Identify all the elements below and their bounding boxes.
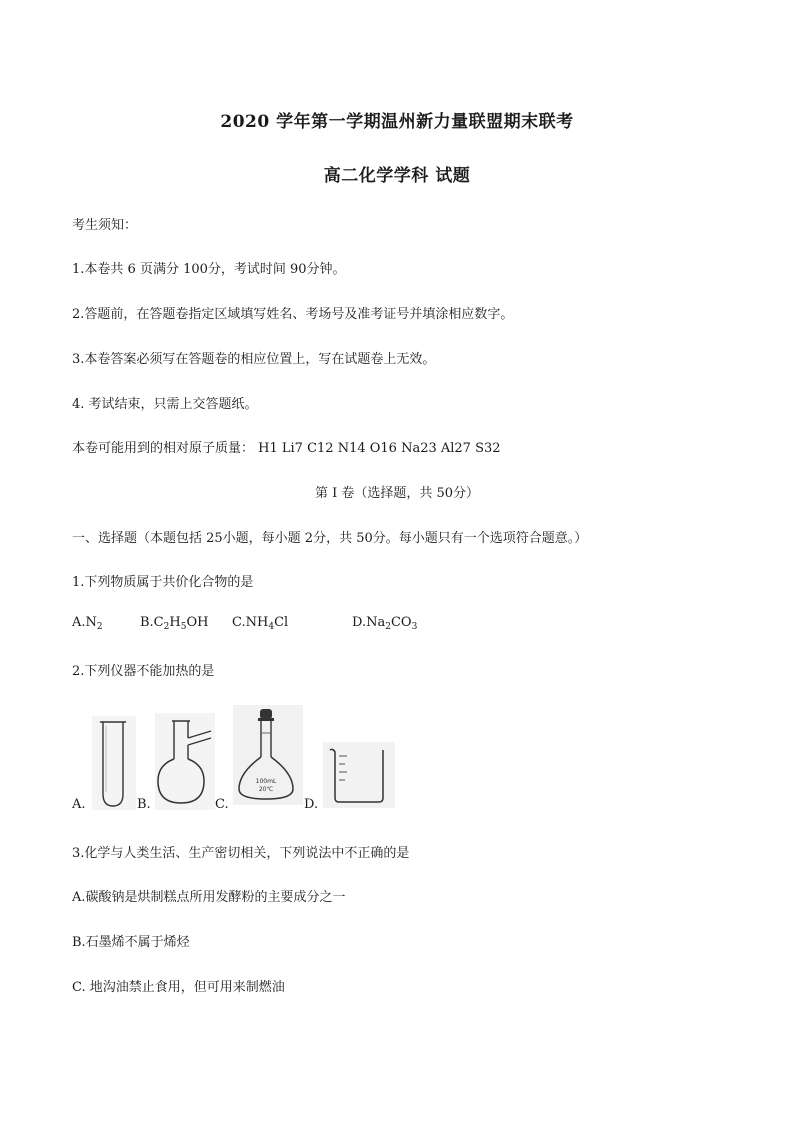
test-tube-image (92, 716, 136, 810)
option-b-label: B. (137, 797, 151, 812)
atomic-masses: 本卷可能用到的相对原子质量： H1 Li7 C12 N14 O16 Na23 Al27 S32 (72, 441, 501, 456)
beaker-image (323, 742, 395, 808)
distillation-flask-image (155, 713, 215, 810)
exam-title: 2020 学年第一学期温州新力量联盟期末联考 (220, 112, 574, 132)
flask-capacity-text: 100mL (255, 778, 277, 785)
notice-item: 3.本卷答案必须写在答题卷的相应位置上，写在试题卷上无效。 (72, 352, 436, 367)
question-3-option-a: A.碳酸钠是烘制糕点所用发酵粉的主要成分之一 (72, 890, 346, 905)
flask-temp-text: 20℃ (258, 786, 274, 793)
option-d-label: D. (304, 797, 319, 812)
question-1-stem: 1.下列物质属于共价化合物的是 (72, 575, 254, 590)
notice-item: 4. 考试结束，只需上交答题纸。 (72, 397, 258, 412)
question-3-stem: 3.化学与人类生活、生产密切相关，下列说法中不正确的是 (72, 846, 410, 861)
option-c: $C.NH_4Cl$ (232, 615, 289, 632)
notice-item: 1.本卷共 6 页满分 100分，考试时间 90分钟。 (72, 262, 346, 277)
option-c-label: C. (215, 797, 229, 812)
option-b: $B.C_2H_5OH$ (140, 615, 209, 632)
exam-subtitle: 高二化学学科 试题 (323, 166, 471, 186)
section-instruction: 一、选择题（本题包括 25小题，每小题 2分，共 50分。每小题只有一个选项符合题意。） (72, 531, 588, 546)
option-d: $D.Na_2CO_3$ (352, 615, 418, 632)
question-3-option-b: B.石墨烯不属于烯烃 (72, 935, 190, 950)
question-2-stem: 2.下列仪器不能加热的是 (72, 664, 215, 679)
volumetric-flask-image (233, 705, 303, 805)
option-a-label: A. (72, 797, 86, 812)
notice-item: 2.答题前，在答题卷指定区域填写姓名、考场号及准考证号并填涂相应数字。 (72, 307, 514, 322)
volume-title: 第 I 卷（选择题，共 50分） (314, 486, 480, 501)
question-1-options (72, 615, 492, 633)
notice-heading: 考生须知： (72, 218, 138, 233)
option-a: $A.N_2$ (72, 615, 103, 632)
question-3-option-c: C. 地沟油禁止食用，但可用来制燃油 (72, 980, 285, 995)
